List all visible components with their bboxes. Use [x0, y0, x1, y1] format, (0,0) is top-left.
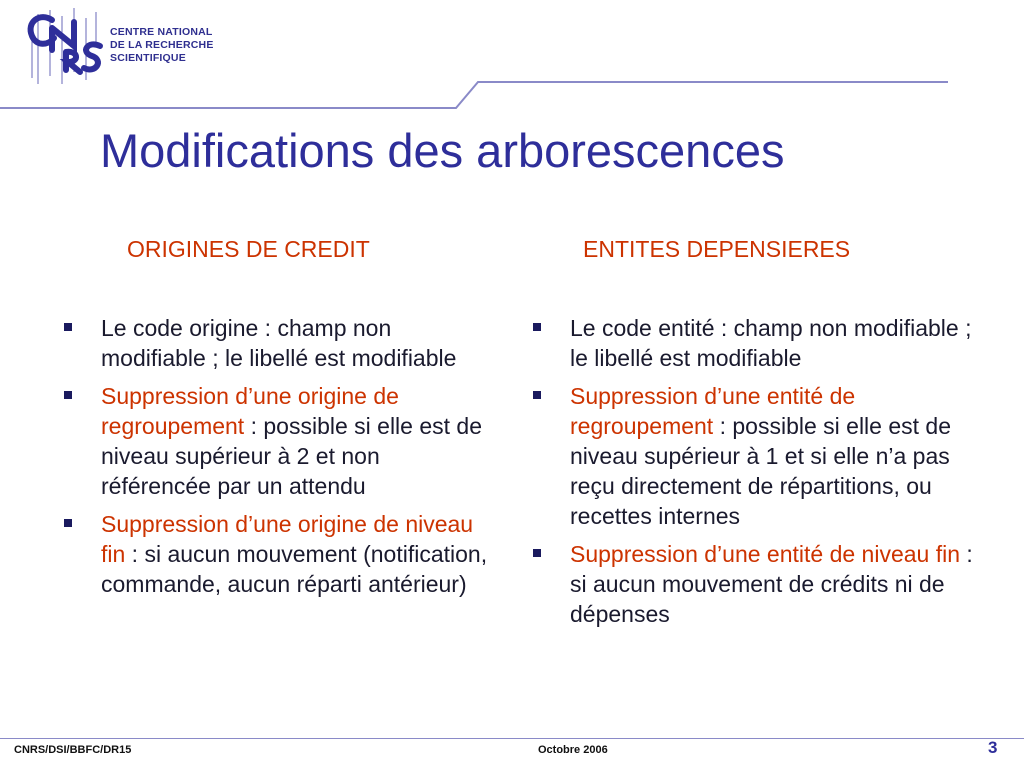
list-item — [64, 313, 494, 373]
bullet-highlight: Suppression d’une entité de regroupement — [570, 383, 856, 439]
header-rule — [0, 0, 1024, 120]
bullet-text: : possible si elle est de niveau supérieur à 1 et si elle n’a pas reçu directement de répartitions, ou recettes internes — [570, 413, 951, 529]
square-bullet-icon — [64, 519, 72, 527]
list-item — [533, 381, 973, 531]
bullet-highlight: Suppression d’une entité de niveau fin — [570, 541, 961, 567]
org-line-1: CENTRE NATIONAL — [110, 26, 213, 38]
list-item — [533, 539, 973, 629]
footer-reference: CNRS/DSI/BBFC/DR15 — [14, 744, 132, 756]
column-heading-origines: ORIGINES DE CREDIT — [127, 236, 370, 262]
footer-date: Octobre 2006 — [538, 744, 608, 756]
org-line-3: SCIENTIFIQUE — [110, 52, 186, 64]
square-bullet-icon — [64, 323, 72, 331]
column-heading-entites: ENTITES DEPENSIERES — [583, 236, 851, 262]
bullet-list-origines — [64, 313, 494, 607]
bullet-text: Le code origine : champ non modifiable ; le libellé est modifiable — [101, 315, 457, 371]
square-bullet-icon — [533, 323, 541, 331]
bullet-highlight: Suppression d’une origine de regroupement — [101, 383, 399, 439]
list-item — [64, 381, 494, 501]
org-line-2: DE LA RECHERCHE — [110, 39, 214, 51]
square-bullet-icon — [64, 391, 72, 399]
slide-title: Modifications des arborescences — [100, 124, 785, 177]
bullet-highlight: Suppression d’une origine de niveau fin — [101, 511, 474, 567]
square-bullet-icon — [533, 391, 541, 399]
bullet-text: : si aucun mouvement de crédits ni de dépenses — [570, 541, 973, 627]
bullet-text: Le code entité : champ non modifiable ; le libellé est modifiable — [570, 315, 972, 371]
list-item — [533, 313, 973, 373]
bullet-text: : possible si elle est de niveau supérieur à 2 et non référencée par un attendu — [101, 413, 482, 499]
list-item — [64, 509, 494, 599]
footer-rule — [0, 738, 1024, 739]
square-bullet-icon — [533, 549, 541, 557]
bullet-list-entites — [533, 313, 973, 637]
bullet-text: : si aucun mouvement (notification, commande, aucun réparti antérieur) — [101, 541, 488, 597]
page-number: 3 — [988, 738, 998, 757]
